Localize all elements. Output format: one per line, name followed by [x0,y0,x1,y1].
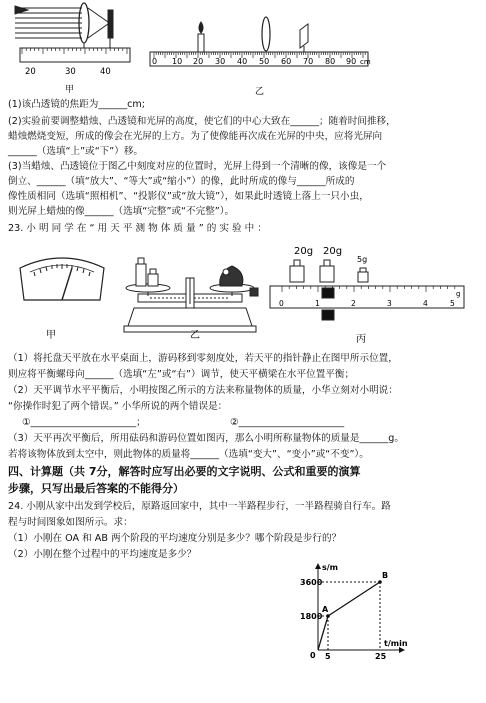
section-4-heading-1: 四、计算题（共 7分，解答时应写出必要的文字说明、公式和重要的演算 [8,465,361,478]
figure-weights-scale [270,260,464,320]
q24-part-2: （2）小刚在整个过程中的平均速度是多少？ [8,549,197,560]
q22-line-2: (2)实验前要调整蜡烛、凸透镜和光屏的高度，使它们的中心大致在______；随着时间推移， [8,116,396,127]
q23-line-2: 则应将平衡螺母向______（选填“左”或“右”）调节，使天平横梁在水平位置平衡； [8,369,355,380]
optics-figures [0,0,486,100]
segment-oa [318,616,328,650]
graph-point-b: B [382,571,389,580]
scale-tick-2: 2 [351,299,356,308]
ruler2-tick-0: 0 [152,57,158,66]
q23-line-5: （3）天平再次平衡后，所用砝码和游码位置如图丙，那么小明所称量物体的质量是______g。 [8,433,404,444]
scale-tick-3: 3 [387,299,392,308]
q22-line-1: (1)该凸透镜的焦距为______cm; [8,99,145,110]
q23-line-1: （1）将托盘天平放在水平桌面上，游码移到零刻度处，若天平的指针静止在图甲所示位置， [8,353,398,364]
q24-line-2: 程与时间图象如图所示。求： [8,517,133,528]
figure-pointer-dial [20,258,104,300]
figure-balance [124,258,258,332]
segment-ab [328,582,380,616]
fig-b-caption: 乙 [190,330,200,341]
q23-title: 23. 小 明 同 学 在 “ 用 天 平 测 物 体 质 量 ” 的 实 验 中 ： [8,223,267,234]
q22-line-5: (3)当蜡烛、凸透镜位于图乙中刻度对应的位置时，光屏上得到一个清晰的像，该像是一个 [8,161,387,172]
graph-y-tick-3600: 3600 [300,578,323,587]
figure-parallel-light [15,3,113,48]
scale-tick-5: 5 [450,299,455,308]
ruler-fig1 [20,48,130,62]
scale-tick-1: 1 [315,299,320,308]
q22-line-3: 蜡烛燃烧变短，所成的像会在光屏的上方。为了使像能再次成在光屏的中央，应将光屏向 [8,131,383,142]
ruler2-tick-10: 10 [172,57,183,66]
ruler1-tick-30: 30 [65,67,76,77]
ruler2-tick-20: 20 [193,57,204,66]
distance-time-graph [300,558,410,660]
weight-3: 5g [357,255,368,264]
weight-2: 20g [323,246,343,257]
graph-y-label: s/m [322,563,339,572]
graph-y-tick-1800: 1800 [300,612,323,621]
ruler2-tick-50: 50 [259,57,270,66]
weight-1: 20g [294,246,314,257]
q22-line-7: 像性质相同（选填“照相机”、“投影仪”或“放大镜”），如果此时透镜上落上一只小虫， [8,191,369,202]
q24-part-1: （1）小刚在 OA 和 AB 两个阶段的平均速度分别是多少？哪个阶段是步行的？ [8,533,342,544]
q23-line-6: 若将该物体放到太空中，则此物体的质量将______（选填“变大”、“变小”或“不变”）。 [8,449,369,460]
q24-line-1: 24. 小刚从家中出发到学校后，原路返回家中，其中一半路程步行，一半路程骑自行车。路 [8,501,391,512]
ruler2-tick-30: 30 [215,57,226,66]
ruler2-tick-70: 70 [303,57,314,66]
graph-point-a: A [322,605,329,614]
scale-tick-4: 4 [423,299,428,308]
ruler1-tick-40: 40 [100,67,111,77]
ruler2-tick-80: 80 [325,57,336,66]
q23-line-4: “你操作时犯了两个错误。” 小华所说的两个错误是： [8,401,228,412]
graph-x-tick-5: 5 [325,652,331,660]
q22-line-4: ______（选填“上”或“下”）移。 [8,146,144,157]
fig-a-caption: 甲 [46,330,56,341]
fig2-caption: 乙 [255,87,265,97]
q22-line-8: 则光屏上蜡烛的像______（选填“完整”或“不完整”）。 [8,206,235,217]
ruler2-tick-90: 90 [346,57,357,66]
ruler2-tick-60: 60 [281,57,292,66]
q23-item-2: ②______________________ [230,417,345,428]
graph-x-label: t/min [384,639,408,648]
graph-x-tick-25: 25 [375,652,387,660]
q23-item-1: ①______________________； [22,417,146,428]
fig-c-caption: 丙 [356,334,366,345]
scale-unit: g [456,290,461,298]
q22-line-6: 倒立、______（填“放大”、“等大”或“缩小”）的像，此时所成的像与______所成的 [8,176,355,187]
fig1-caption: 甲 [65,85,75,95]
section-4-heading-2: 步骤，只写出最后答案的不能得分） [8,482,184,495]
graph-origin: 0 [310,651,316,660]
ruler1-tick-20: 20 [25,67,36,77]
q23-line-3: （2）天平调节水平平衡后，小明按图乙所示的方法来称量物体的质量，小华立刻对小明说： [8,385,398,396]
balance-figures [0,238,486,348]
ruler2-tick-40: 40 [237,57,248,66]
ruler2-unit: cm [360,58,371,66]
scale-tick-0: 0 [279,299,284,308]
